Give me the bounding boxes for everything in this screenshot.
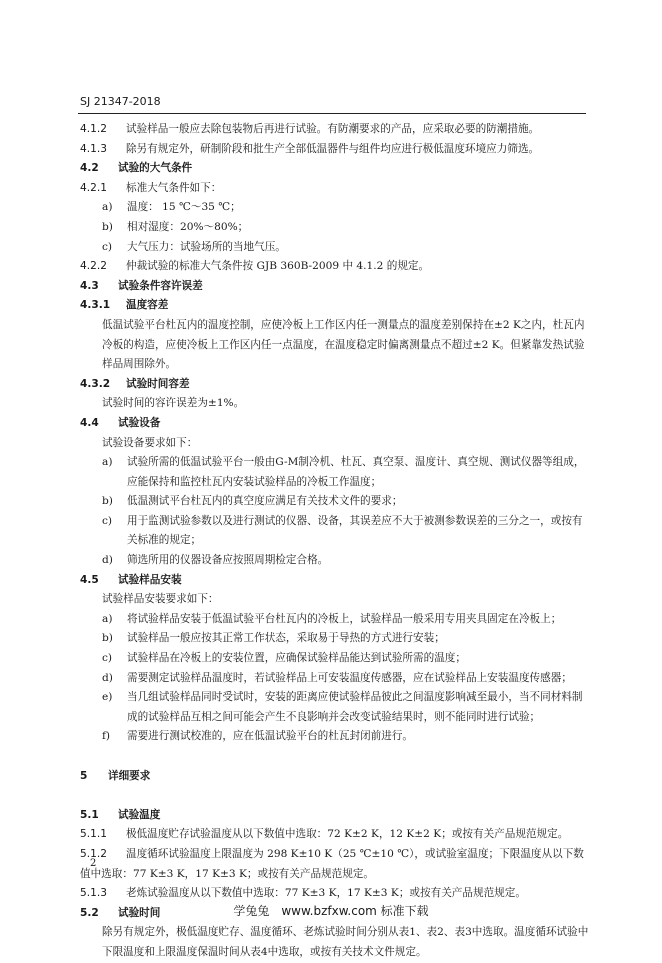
list-intro: 试验样品安装要求如下： xyxy=(102,593,219,606)
list-item xyxy=(80,551,592,571)
list-label: c) xyxy=(102,514,113,527)
section-title: 试验条件容许误差 xyxy=(118,279,203,292)
clause-text: 试验样品一般应去除包装物后再进行试验。有防潮要求的产品，应采取必要的防潮措施。 xyxy=(126,123,540,135)
list-item xyxy=(80,512,592,551)
clause-number: 4.3.2 xyxy=(80,377,111,390)
page-number: 2 xyxy=(90,858,97,869)
section-title: 试验样品安装 xyxy=(118,573,182,586)
clause-5-1-3 xyxy=(80,884,592,904)
section-number: 4.4 xyxy=(80,416,99,429)
list-label: d) xyxy=(102,554,113,567)
list-item xyxy=(80,238,592,258)
list-label: f) xyxy=(102,730,111,743)
list-label: a) xyxy=(102,201,113,214)
list-intro: 试验设备要求如下： xyxy=(102,436,198,449)
section-title: 试验时间 xyxy=(118,906,161,919)
list-item xyxy=(80,198,592,218)
clause-text: 标准大气条件如下： xyxy=(126,181,222,194)
section-number: 4.3 xyxy=(80,279,99,292)
list-text: 试验样品在冷板上的安装位置，应确保试验样品能达到试验所需的温度； xyxy=(127,652,466,665)
list-item xyxy=(80,492,592,512)
clause-number: 4.3.1 xyxy=(80,299,111,312)
clause-4-1-2 xyxy=(80,120,592,140)
clause-number: 5.1.2 xyxy=(80,847,107,860)
spacer xyxy=(80,786,592,806)
clause-text: 老炼试验温度从以下数值中选取：77 K±3 K，17 K±3 K；或按有关产品规范规定。 xyxy=(126,887,526,900)
clause-4-3-1-heading xyxy=(80,296,592,316)
list-text: 需要测定试验样品温度时，若试验样品上可安装温度传感器，应在试验样品上安装温度传感器； xyxy=(127,671,572,684)
list-text: 试验所需的低温试验平台一般由G-M制冷机、杜瓦、真空泵、温度计、真空规、测试仪器等组成，应能保持和监控杜瓦内安装试验样品的冷板工作温度； xyxy=(127,456,585,488)
page-content xyxy=(80,120,592,963)
list-text: 大气压力：试验场所的当地气压。 xyxy=(127,240,286,253)
clause-5-1-2 xyxy=(80,845,592,884)
section-5-1-heading xyxy=(80,806,592,826)
list-label: d) xyxy=(102,671,113,684)
clause-text: 除另有规定外，研制阶段和批生产全部低温器件与组件均应进行极低温度环境应力筛选。 xyxy=(126,142,540,155)
list-text: 相对湿度：20%～80%； xyxy=(127,220,249,233)
section-title: 试验的大气条件 xyxy=(118,162,193,175)
list-label: a) xyxy=(102,612,113,625)
clause-text: 仲裁试验的标准大气条件按 GJB 360B-2009 中 4.1.2 的规定。 xyxy=(126,260,430,273)
section-title: 试验设备 xyxy=(118,416,161,429)
list-text: 筛选所用的仪器设备应按照周期检定合格。 xyxy=(127,554,329,567)
section-4-5-heading xyxy=(80,571,592,591)
section-number: 5.1 xyxy=(80,808,99,821)
clause-number: 5.1.3 xyxy=(80,887,107,900)
paragraph: 低温试验平台杜瓦内的温度控制，应使冷板上工作区内任一测量点的温度差别保持在±2 K之内，杜瓦内冷板的构造，应使冷板上工作区内任一点温度，在温度稳定时偏离测量点不超过±2 K。但紧靠发热试验样品周围除外。 xyxy=(102,318,585,371)
clause-title: 试验时间容差 xyxy=(126,377,190,390)
clause-4-3-2-heading xyxy=(80,375,592,395)
clause-number: 4.1.3 xyxy=(80,142,107,155)
list-label: b) xyxy=(102,495,113,508)
list-item xyxy=(80,218,592,238)
list-item xyxy=(80,649,592,669)
list-text: 将试验样品安装于低温试验平台杜瓦内的冷板上，试验样品一般采用专用夹具固定在冷板上； xyxy=(127,612,562,625)
list-label: e) xyxy=(102,691,113,704)
footer-watermark: 学兔兔 www.bzfxw.com 标准下载 xyxy=(233,904,429,918)
clause-text: 温度循环试验温度上限温度为 298 K±10 K（25 ℃±10 ℃），或试验室温度；下限温度从以下数值中选取：77 K±3 K，17 K±3 K；或按有关产品规范规定。 xyxy=(80,847,584,880)
list-text: 温度： 15 ℃～35 ℃； xyxy=(127,201,241,214)
paragraph: 试验时间的容许误差为±1%。 xyxy=(102,397,245,410)
section-number: 4.5 xyxy=(80,573,99,586)
section-4-3-heading xyxy=(80,277,592,297)
section-title: 详细要求 xyxy=(108,769,151,782)
list-label: b) xyxy=(102,632,113,645)
section-number: 5.2 xyxy=(80,906,99,919)
list-text: 低温测试平台杜瓦内的真空度应满足有关技术文件的要求； xyxy=(127,495,403,508)
list-label: c) xyxy=(102,240,113,253)
clause-5-1-1 xyxy=(80,825,592,845)
list-item xyxy=(80,629,592,649)
section-number: 5 xyxy=(80,769,88,782)
list-item xyxy=(80,688,592,727)
list-item xyxy=(80,669,592,689)
list-label: a) xyxy=(102,456,113,469)
clause-number: 4.2.2 xyxy=(80,260,107,273)
section-4-4-heading xyxy=(80,414,592,434)
spacer xyxy=(80,747,592,767)
list-text: 用于监测试验参数以及进行测试的仪器、设备，其误差应不大于被测参数误差的三分之一，或按有关标准的规定； xyxy=(127,514,583,547)
clause-4-2-2 xyxy=(80,257,592,277)
header-divider xyxy=(78,113,586,114)
list-text: 试验样品一般应按其正常工作状态，采取易于导热的方式进行安装； xyxy=(127,632,445,645)
list-text: 当几组试验样品同时受试时，安装的距离应使试验样品彼此之间温度影响减至最小，当不同材料制成的试验样品互相之间可能会产生不良影响并会改变试验结果时，则不能同时进行试验； xyxy=(127,691,583,723)
list-item xyxy=(80,727,592,747)
document-code: SJ 21347-2018 xyxy=(80,95,161,108)
clause-title: 温度容差 xyxy=(126,299,169,312)
clause-4-2-1 xyxy=(80,179,592,199)
list-text: 需要进行测试校准的，应在低温试验平台的杜瓦封闭前进行。 xyxy=(127,730,414,743)
section-title: 试验温度 xyxy=(118,808,161,821)
list-item xyxy=(80,453,592,492)
clause-4-1-3 xyxy=(80,140,592,160)
section-4-2-heading xyxy=(80,159,592,179)
list-label: b) xyxy=(102,220,113,233)
clause-number: 4.1.2 xyxy=(80,123,107,135)
clause-number: 4.2.1 xyxy=(80,181,107,194)
clause-number: 5.1.1 xyxy=(80,828,107,841)
paragraph: 除另有规定外，极低温度贮存、温度循环、老炼试验时间分别从表1、表2、表3中选取。温度循环试验中下限温度和上限温度保温时间从表4中选取，或按有关技术文件规定。 xyxy=(102,926,589,958)
list-label: c) xyxy=(102,652,113,665)
clause-text: 极低温度贮存试验温度从以下数值中选取：72 K±2 K，12 K±2 K；或按有关产品规范规定。 xyxy=(126,828,569,841)
section-5-heading xyxy=(80,767,592,787)
list-item xyxy=(80,610,592,630)
section-number: 4.2 xyxy=(80,162,99,175)
